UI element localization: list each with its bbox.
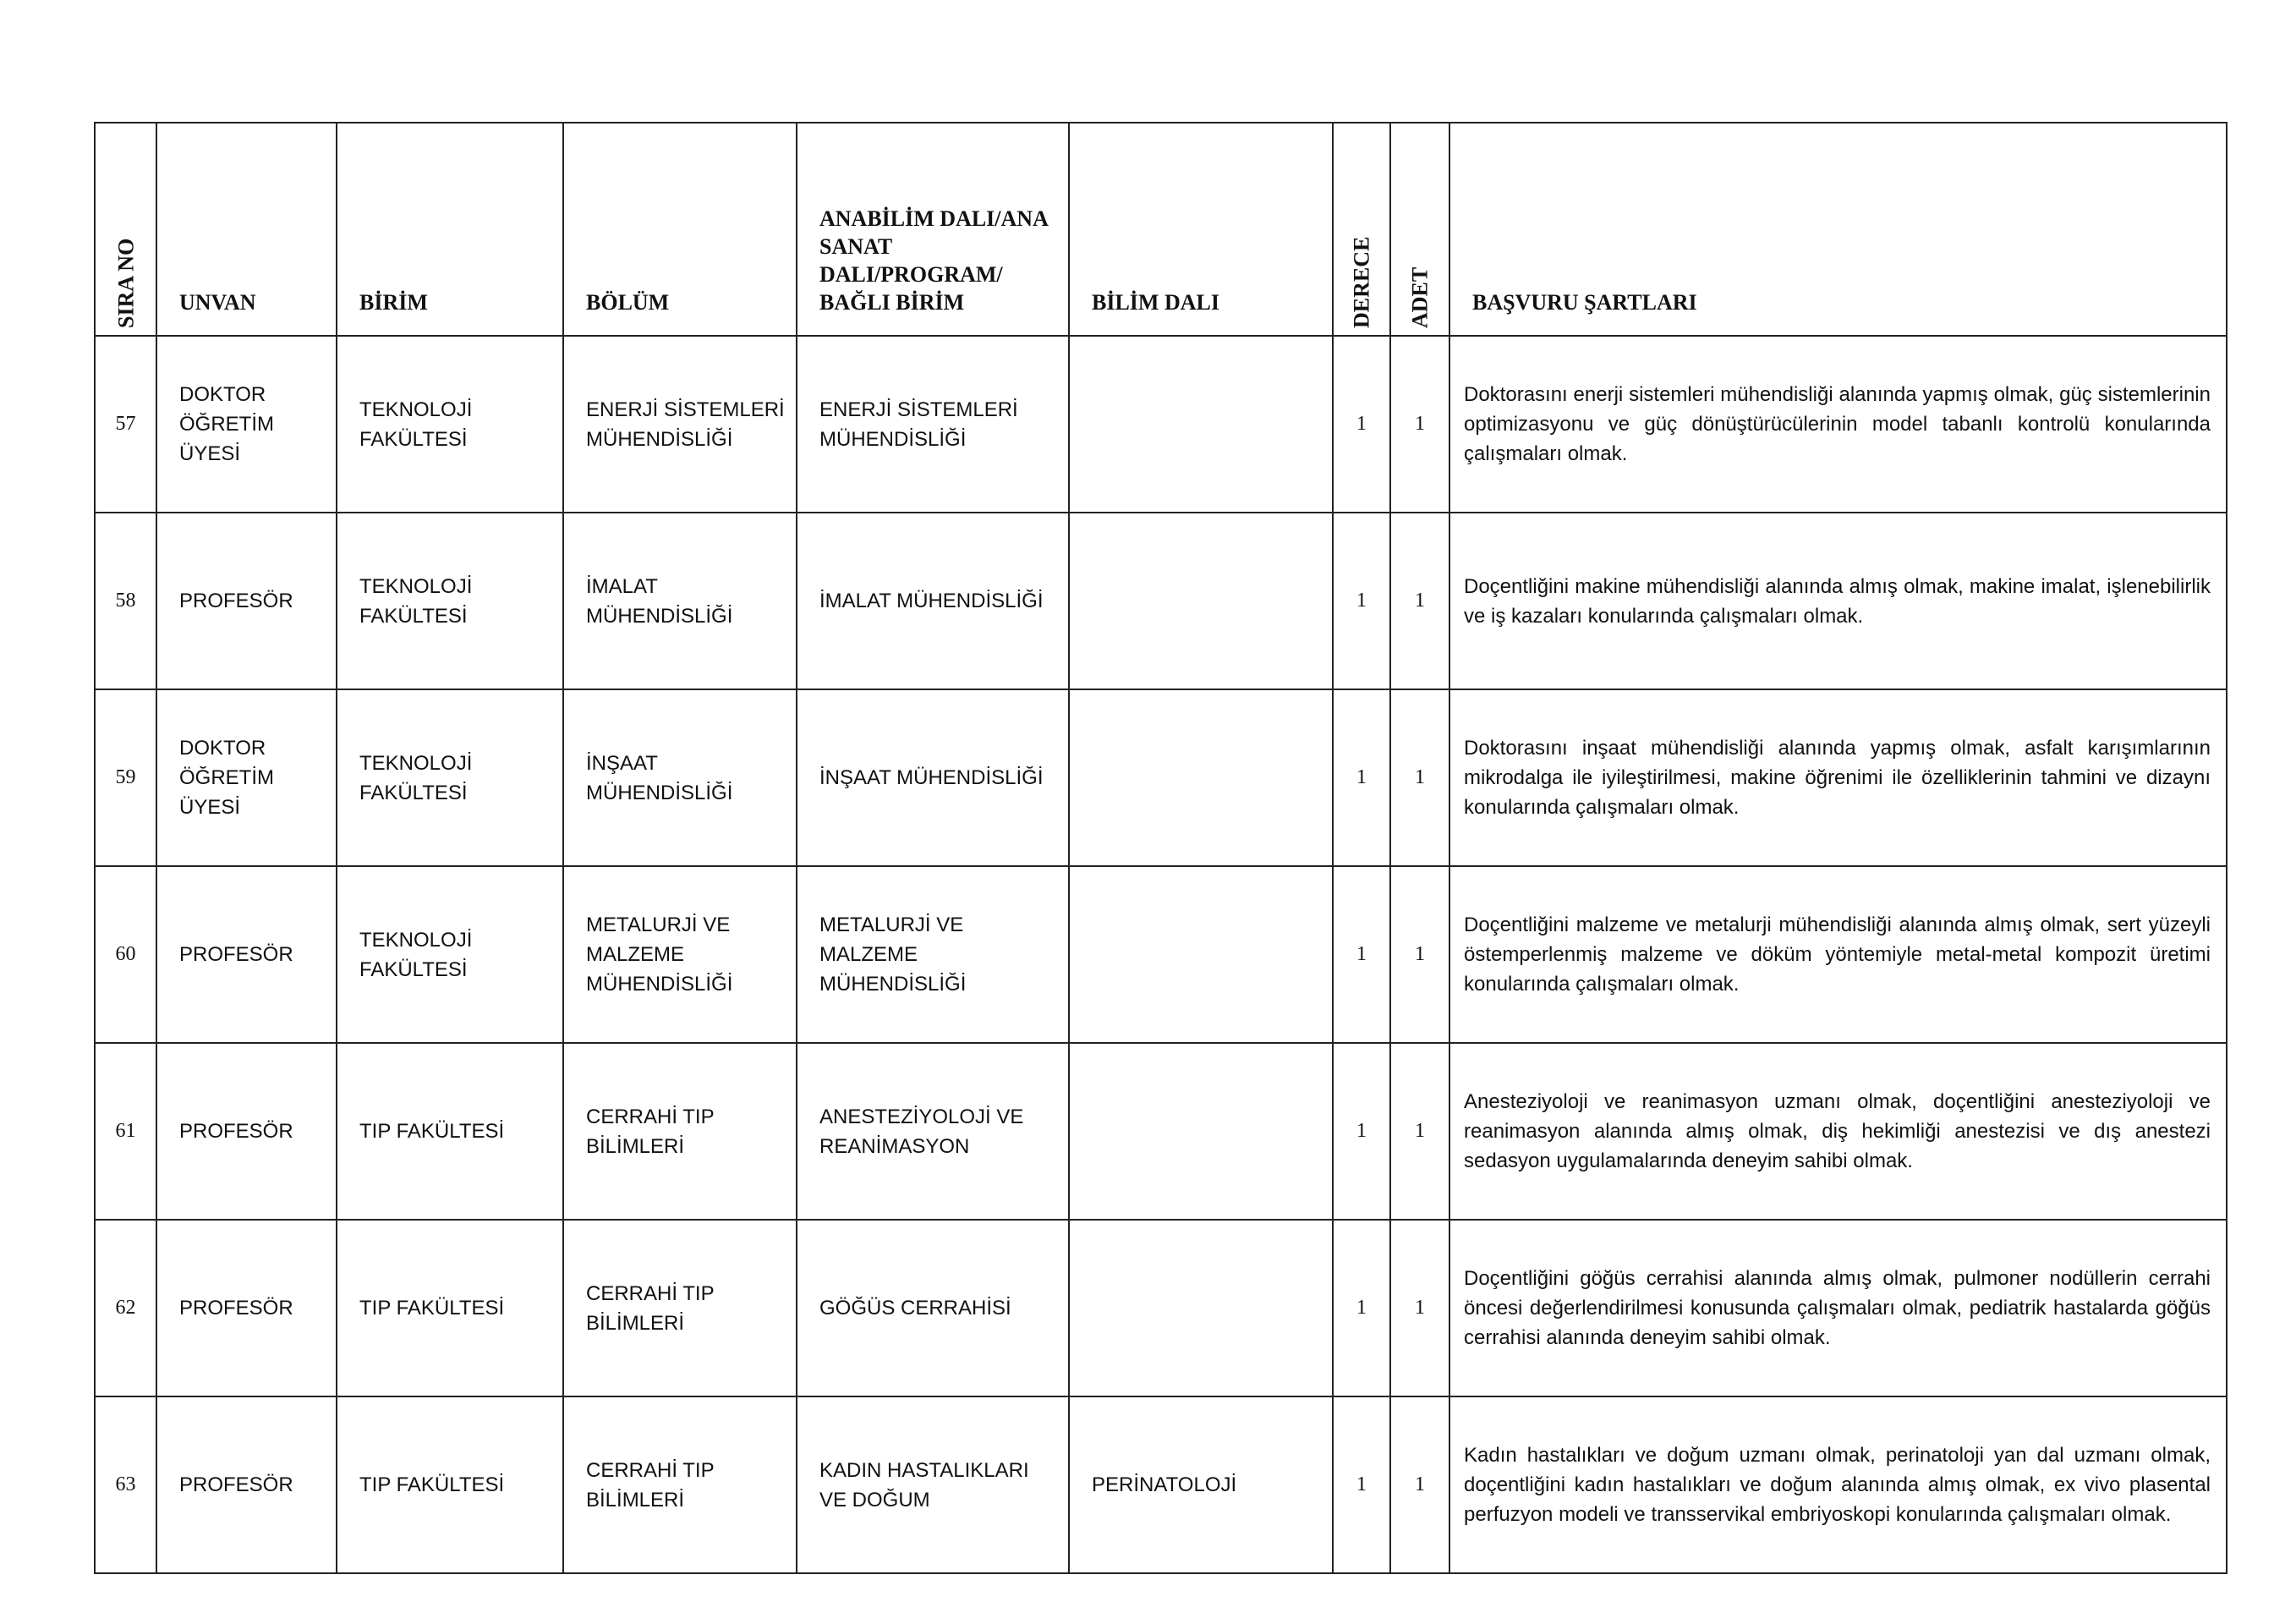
table-row bbox=[95, 513, 2227, 689]
cell-adet: 1 bbox=[1390, 1220, 1449, 1396]
cell-sira: 63 bbox=[95, 1396, 156, 1573]
cell-bilim-dali bbox=[1069, 866, 1333, 1043]
header-adet bbox=[1390, 123, 1449, 336]
cell-adet: 1 bbox=[1390, 1396, 1449, 1573]
cell-unvan: DOKTOR ÖĞRETİM ÜYESİ bbox=[156, 336, 337, 513]
cell-adet: 1 bbox=[1390, 513, 1449, 689]
cell-bolum: ENERJİ SİSTEMLERİ MÜHENDİSLİĞİ bbox=[563, 336, 797, 513]
cell-adet: 1 bbox=[1390, 1043, 1449, 1220]
cell-bilim-dali bbox=[1069, 1043, 1333, 1220]
table-row bbox=[95, 1396, 2227, 1573]
cell-bilim-dali bbox=[1069, 689, 1333, 866]
cell-sira: 60 bbox=[95, 866, 156, 1043]
header-sira-no-label: SIRA NO bbox=[113, 238, 138, 328]
table-body bbox=[95, 336, 2227, 1573]
cell-anabilim: METALURJİ VE MALZEME MÜHENDİSLİĞİ bbox=[797, 866, 1069, 1043]
cell-sira: 58 bbox=[95, 513, 156, 689]
cell-basvuru: Doktorasını enerji sistemleri mühendisliği alanında yapmış olmak, güç sistemlerinin optimizasyonu ve güç dönüştürücülerinin model tabanlı kontrolü konularında çalışmaları olmak. bbox=[1449, 336, 2227, 513]
cell-basvuru: Doçentliğini makine mühendisliği alanında almış olmak, makine imalat, işlenebilirlik ve iş kazaları konularında çalışmaları olmak. bbox=[1449, 513, 2227, 689]
cell-birim: TIP FAKÜLTESİ bbox=[337, 1220, 563, 1396]
header-birim: BİRİM bbox=[337, 123, 563, 336]
cell-derece: 1 bbox=[1333, 689, 1390, 866]
table-row bbox=[95, 689, 2227, 866]
cell-bilim-dali bbox=[1069, 513, 1333, 689]
header-anabilim: ANABİLİM DALI/ANA SANAT DALI/PROGRAM/ BAĞLI BİRİM bbox=[797, 123, 1069, 336]
table-row bbox=[95, 336, 2227, 513]
cell-birim: TIP FAKÜLTESİ bbox=[337, 1043, 563, 1220]
header-derece-label: DERECE bbox=[1349, 236, 1374, 328]
cell-unvan: DOKTOR ÖĞRETİM ÜYESİ bbox=[156, 689, 337, 866]
cell-anabilim: İMALAT MÜHENDİSLİĞİ bbox=[797, 513, 1069, 689]
cell-bolum: İNŞAAT MÜHENDİSLİĞİ bbox=[563, 689, 797, 866]
cell-birim: TIP FAKÜLTESİ bbox=[337, 1396, 563, 1573]
cell-birim: TEKNOLOJİ FAKÜLTESİ bbox=[337, 866, 563, 1043]
cell-bolum: CERRAHİ TIP BİLİMLERİ bbox=[563, 1396, 797, 1573]
cell-derece: 1 bbox=[1333, 866, 1390, 1043]
cell-bolum: CERRAHİ TIP BİLİMLERİ bbox=[563, 1043, 797, 1220]
cell-bilim-dali bbox=[1069, 1220, 1333, 1396]
cell-derece: 1 bbox=[1333, 336, 1390, 513]
cell-bilim-dali: PERİNATOLOJİ bbox=[1069, 1396, 1333, 1573]
header-derece bbox=[1333, 123, 1390, 336]
cell-adet: 1 bbox=[1390, 336, 1449, 513]
cell-adet: 1 bbox=[1390, 866, 1449, 1043]
header-row bbox=[95, 123, 2227, 336]
cell-derece: 1 bbox=[1333, 1396, 1390, 1573]
cell-derece: 1 bbox=[1333, 1220, 1390, 1396]
cell-basvuru: Kadın hastalıkları ve doğum uzmanı olmak, perinatoloji yan dal uzmanı olmak, doçentliğini kadın hastalıkları ve doğum alanında almış olmak, ex vivo plasental perfuzyon modeli ve transservikal embriyoskopi konularında çalışmaları olmak. bbox=[1449, 1396, 2227, 1573]
table-row bbox=[95, 866, 2227, 1043]
cell-anabilim: ENERJİ SİSTEMLERİ MÜHENDİSLİĞİ bbox=[797, 336, 1069, 513]
header-bolum: BÖLÜM bbox=[563, 123, 797, 336]
cell-sira: 57 bbox=[95, 336, 156, 513]
header-sira-no bbox=[95, 123, 156, 336]
cell-birim: TEKNOLOJİ FAKÜLTESİ bbox=[337, 513, 563, 689]
cell-sira: 62 bbox=[95, 1220, 156, 1396]
cell-bolum: METALURJİ VE MALZEME MÜHENDİSLİĞİ bbox=[563, 866, 797, 1043]
cell-derece: 1 bbox=[1333, 513, 1390, 689]
cell-anabilim: GÖĞÜS CERRAHİSİ bbox=[797, 1220, 1069, 1396]
cell-basvuru: Doçentliğini malzeme ve metalurji mühendisliği alanında almış olmak, sert yüzeyli östemperlenmiş malzeme ve döküm yöntemiyle metal-metal kompozit üretimi konularında çalışmaları olmak. bbox=[1449, 866, 2227, 1043]
header-adet-label: ADET bbox=[1407, 266, 1433, 328]
cell-sira: 61 bbox=[95, 1043, 156, 1220]
header-unvan: UNVAN bbox=[156, 123, 337, 336]
cell-unvan: PROFESÖR bbox=[156, 1396, 337, 1573]
cell-birim: TEKNOLOJİ FAKÜLTESİ bbox=[337, 336, 563, 513]
cell-basvuru: Doktorasını inşaat mühendisliği alanında yapmış olmak, asfalt karışımlarının mikrodalga ile iyileştirilmesi, makine öğrenimi ile özelliklerinin tahmini ve dizaynı konularında çalışmaları olmak. bbox=[1449, 689, 2227, 866]
cell-unvan: PROFESÖR bbox=[156, 866, 337, 1043]
table-row bbox=[95, 1043, 2227, 1220]
table-row bbox=[95, 1220, 2227, 1396]
cell-sira: 59 bbox=[95, 689, 156, 866]
cell-anabilim: İNŞAAT MÜHENDİSLİĞİ bbox=[797, 689, 1069, 866]
cell-bilim-dali bbox=[1069, 336, 1333, 513]
cell-derece: 1 bbox=[1333, 1043, 1390, 1220]
cell-anabilim: KADIN HASTALIKLARI VE DOĞUM bbox=[797, 1396, 1069, 1573]
faculty-positions-table bbox=[94, 122, 2228, 1574]
cell-bolum: CERRAHİ TIP BİLİMLERİ bbox=[563, 1220, 797, 1396]
cell-adet: 1 bbox=[1390, 689, 1449, 866]
header-basvuru: BAŞVURU ŞARTLARI bbox=[1449, 123, 2227, 336]
cell-unvan: PROFESÖR bbox=[156, 1043, 337, 1220]
header-bilim-dali: BİLİM DALI bbox=[1069, 123, 1333, 336]
cell-basvuru: Anesteziyoloji ve reanimasyon uzmanı olmak, doçentliğini anesteziyoloji ve reanimasyon alanında almış olmak, diş hekimliği anestezisi ve dış anestezi sedasyon uygulamalarında deneyim sahibi olmak. bbox=[1449, 1043, 2227, 1220]
cell-unvan: PROFESÖR bbox=[156, 1220, 337, 1396]
cell-birim: TEKNOLOJİ FAKÜLTESİ bbox=[337, 689, 563, 866]
cell-anabilim: ANESTEZİYOLOJİ VE REANİMASYON bbox=[797, 1043, 1069, 1220]
cell-unvan: PROFESÖR bbox=[156, 513, 337, 689]
cell-basvuru: Doçentliğini göğüs cerrahisi alanında almış olmak, pulmoner nodüllerin cerrahi öncesi değerlendirilmesi konusunda çalışmaları olmak, pediatrik hastalarda göğüs cerrahisi alanında deneyim sahibi olmak. bbox=[1449, 1220, 2227, 1396]
cell-bolum: İMALAT MÜHENDİSLİĞİ bbox=[563, 513, 797, 689]
